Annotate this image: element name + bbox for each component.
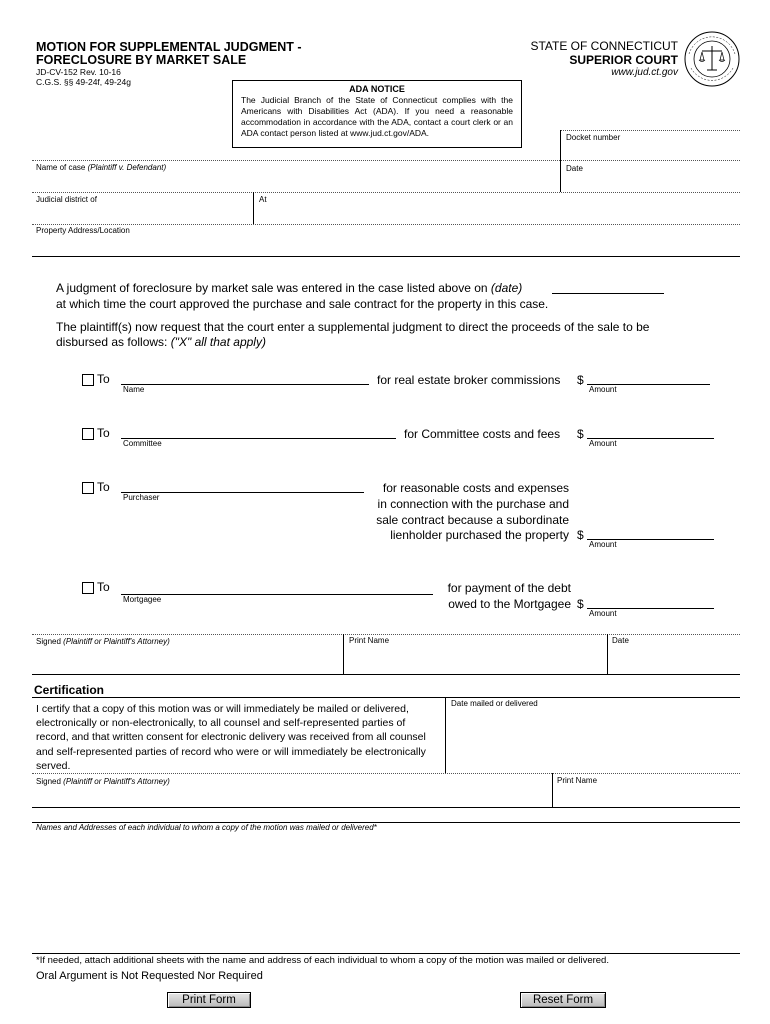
purchaser-checkbox[interactable] <box>82 482 94 494</box>
mortgagee-checkbox[interactable] <box>82 582 94 594</box>
mortgagee-sub-label: Mortgagee <box>123 595 162 604</box>
to-label: To <box>97 480 110 494</box>
judicial-district-label: Judicial district of <box>36 195 97 204</box>
docket-top-line <box>560 130 740 131</box>
row-line-1 <box>32 160 740 161</box>
cert-signed-label: Signed (Plaintiff or Plaintiff's Attorney) <box>36 777 170 786</box>
cert-sign-bottom-line <box>32 807 740 808</box>
ada-notice-box <box>232 80 522 148</box>
state-name: STATE OF CONNECTICUT <box>530 39 678 53</box>
row-line-4 <box>32 256 740 257</box>
signature-bottom-line <box>32 674 740 675</box>
district-divider <box>253 192 254 224</box>
certification-heading: Certification <box>34 683 105 697</box>
amount-sub-label: Amount <box>589 609 617 618</box>
date-label: Date <box>566 164 583 173</box>
amount-sub-label: Amount <box>589 385 617 394</box>
print-name-label: Print Name <box>349 636 390 645</box>
docket-number-label: Docket number <box>566 133 621 142</box>
to-label: To <box>97 580 110 594</box>
judgment-date-field[interactable] <box>552 293 664 294</box>
ada-text: The Judicial Branch of the State of Connecticut complies with the Americans with Disabilities Act (ADA). If you need a reasonable accommodation in accordance with the ADA, contact a court clerk or an ADA contact person listed at www.jud.ct.gov/ADA. <box>241 95 513 138</box>
statute-reference: C.G.S. §§ 49-24f, 49-24g <box>36 77 131 87</box>
name-sub-label: Name <box>123 385 145 394</box>
committee-checkbox[interactable] <box>82 428 94 440</box>
signature-divider-2 <box>607 634 608 674</box>
cert-print-name-label: Print Name <box>557 776 598 785</box>
row-line-3 <box>32 224 740 225</box>
oral-argument-text: Oral Argument is Not Requested Nor Required <box>36 970 263 982</box>
judgment-paragraph-line2: at which time the court approved the purchase and sale contract for the property in this case. <box>56 297 549 311</box>
mortgagee-name-field[interactable] <box>121 594 433 595</box>
names-addresses-label: Names and Addresses of each individual to whom a copy of the motion was mailed or delivered* <box>36 823 377 832</box>
mortgagee-purpose-line2: owed to the Mortgagee <box>448 597 571 611</box>
broker-name-field[interactable] <box>121 384 369 385</box>
dollar-sign: $ <box>577 373 584 387</box>
at-label: At <box>259 195 267 204</box>
purchaser-sub-label: Purchaser <box>123 493 160 502</box>
broker-purpose-text: for real estate broker commissions <box>377 373 561 387</box>
signature-divider-1 <box>343 634 344 674</box>
purchaser-purpose-line3: sale contract because a subordinate <box>376 513 569 527</box>
court-seal-icon <box>683 30 741 88</box>
request-paragraph-line1: The plaintiff(s) now request that the court enter a supplemental judgment to direct the proceeds of the sale to be <box>56 320 650 334</box>
amount-sub-label: Amount <box>589 540 617 549</box>
to-label: To <box>97 372 110 386</box>
signed-label: Signed (Plaintiff or Plaintiff's Attorney) <box>36 637 170 646</box>
cert-sign-divider <box>552 773 553 807</box>
signature-top-line <box>32 634 740 635</box>
signature-date-label: Date <box>612 636 629 645</box>
purchaser-purpose-line2: in connection with the purchase and <box>377 497 569 511</box>
form-title-line2: FORECLOSURE BY MARKET SALE <box>36 53 247 67</box>
certification-divider <box>445 697 446 773</box>
form-title-line1: MOTION FOR SUPPLEMENTAL JUDGMENT - <box>36 40 302 54</box>
property-address-label: Property Address/Location <box>36 226 130 235</box>
committee-purpose-text: for Committee costs and fees <box>404 427 561 441</box>
name-of-case-label: Name of case (Plaintiff v. Defendant) <box>36 163 167 172</box>
row-line-2 <box>32 192 740 193</box>
to-label: To <box>97 426 110 440</box>
form-number: JD-CV-152 Rev. 10-16 <box>36 67 121 77</box>
cert-sign-top-line <box>32 773 740 774</box>
footer-note: *If needed, attach additional sheets with the name and address of each individual to whom a copy of the motion was mailed or delivered. <box>36 955 609 966</box>
court-name: SUPERIOR COURT <box>569 53 678 67</box>
date-mailed-label: Date mailed or delivered <box>451 699 538 708</box>
dollar-sign: $ <box>577 427 584 441</box>
certification-text: I certify that a copy of this motion was or will immediately be mailed or delivered, electronically or non-electronically, to all counsel and self-represented parties of record, and that written consent for electronic delivery was received from all counsel and self-represented parties of record who were or will immediately be electronically served. <box>36 703 426 772</box>
certification-top-line <box>32 697 740 698</box>
purchaser-purpose-line4: lienholder purchased the property <box>390 528 569 542</box>
dollar-sign: $ <box>577 528 584 542</box>
committee-name-field[interactable] <box>121 438 396 439</box>
print-form-button[interactable]: Print Form <box>167 992 251 1008</box>
broker-checkbox[interactable] <box>82 374 94 386</box>
reset-form-button[interactable]: Reset Form <box>520 992 606 1008</box>
committee-sub-label: Committee <box>123 439 162 448</box>
ada-heading: ADA NOTICE <box>349 84 405 94</box>
docket-divider <box>560 130 561 192</box>
amount-sub-label: Amount <box>589 439 617 448</box>
judgment-paragraph-line1: A judgment of foreclosure by market sale was entered in the case listed above on (date) <box>56 281 523 295</box>
purchaser-purpose-line1: for reasonable costs and expenses <box>382 481 569 495</box>
dollar-sign: $ <box>577 597 584 611</box>
request-paragraph-line2: disbursed as follows: ("X" all that apply) <box>56 335 266 349</box>
mortgagee-purpose-line1: for payment of the debt <box>447 581 571 595</box>
court-website: www.jud.ct.gov <box>611 67 678 78</box>
footer-line <box>32 953 740 954</box>
